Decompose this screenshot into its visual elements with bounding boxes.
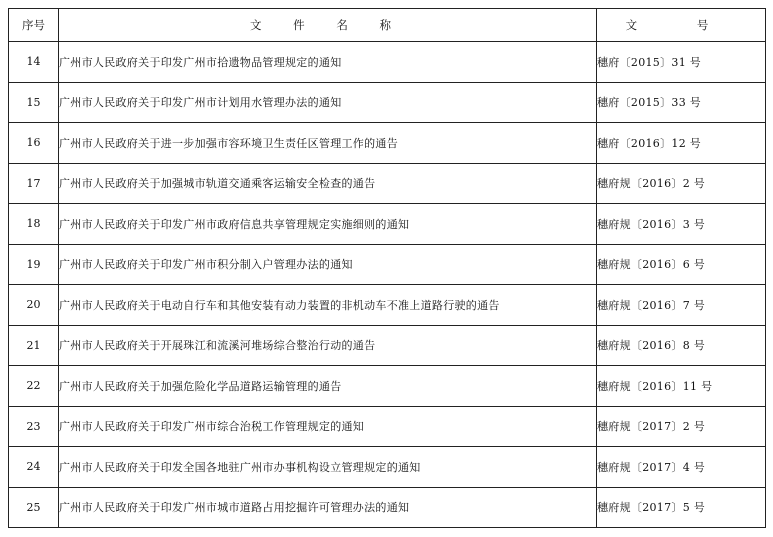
row-seq: 21 bbox=[9, 325, 59, 366]
row-seq: 16 bbox=[9, 123, 59, 164]
row-file-number: 穗府规〔2016〕8 号 bbox=[597, 325, 766, 366]
header-file-name: 文 件 名 称 bbox=[59, 9, 597, 42]
row-file-name: 广州市人民政府关于印发广州市综合治税工作管理规定的通知 bbox=[59, 406, 597, 447]
row-file-name: 广州市人民政府关于印发全国各地驻广州市办事机构设立管理规定的通知 bbox=[59, 447, 597, 488]
table-row bbox=[9, 285, 766, 326]
row-seq: 24 bbox=[9, 447, 59, 488]
row-seq: 18 bbox=[9, 204, 59, 245]
row-file-number: 穗府规〔2016〕3 号 bbox=[597, 204, 766, 245]
row-seq: 22 bbox=[9, 366, 59, 407]
row-seq: 25 bbox=[9, 487, 59, 528]
row-file-number: 穗府〔2016〕12 号 bbox=[597, 123, 766, 164]
row-file-number: 穗府规〔2017〕5 号 bbox=[597, 487, 766, 528]
table-row bbox=[9, 42, 766, 83]
row-seq: 20 bbox=[9, 285, 59, 326]
row-file-number: 穗府规〔2016〕7 号 bbox=[597, 285, 766, 326]
header-seq: 序号 bbox=[9, 9, 59, 42]
row-file-name: 广州市人民政府关于印发广州市拾遗物品管理规定的通知 bbox=[59, 42, 597, 83]
row-seq: 19 bbox=[9, 244, 59, 285]
row-file-name: 广州市人民政府关于印发广州市计划用水管理办法的通知 bbox=[59, 82, 597, 123]
row-file-number: 穗府〔2015〕33 号 bbox=[597, 82, 766, 123]
table-row bbox=[9, 123, 766, 164]
table-row bbox=[9, 244, 766, 285]
row-seq: 15 bbox=[9, 82, 59, 123]
row-file-number: 穗府规〔2016〕6 号 bbox=[597, 244, 766, 285]
row-seq: 14 bbox=[9, 42, 59, 83]
header-file-number: 文 号 bbox=[597, 9, 766, 42]
row-file-name: 广州市人民政府关于加强危险化学品道路运输管理的通告 bbox=[59, 366, 597, 407]
row-seq: 17 bbox=[9, 163, 59, 204]
table-header-row bbox=[9, 9, 766, 42]
table-row bbox=[9, 163, 766, 204]
row-file-name: 广州市人民政府关于开展珠江和流溪河堆场综合整治行动的通告 bbox=[59, 325, 597, 366]
row-file-number: 穗府规〔2016〕2 号 bbox=[597, 163, 766, 204]
row-file-name: 广州市人民政府关于印发广州市政府信息共享管理规定实施细则的通知 bbox=[59, 204, 597, 245]
table-body bbox=[9, 42, 766, 528]
row-seq: 23 bbox=[9, 406, 59, 447]
table-row bbox=[9, 447, 766, 488]
row-file-number: 穗府规〔2017〕2 号 bbox=[597, 406, 766, 447]
document-table bbox=[8, 8, 766, 528]
row-file-name: 广州市人民政府关于加强城市轨道交通乘客运输安全检查的通告 bbox=[59, 163, 597, 204]
row-file-name: 广州市人民政府关于电动自行车和其他安装有动力装置的非机动车不准上道路行驶的通告 bbox=[59, 285, 597, 326]
row-file-name: 广州市人民政府关于印发广州市积分制入户管理办法的通知 bbox=[59, 244, 597, 285]
table-row bbox=[9, 82, 766, 123]
table-row bbox=[9, 325, 766, 366]
table-row bbox=[9, 406, 766, 447]
table-row bbox=[9, 204, 766, 245]
row-file-name: 广州市人民政府关于进一步加强市容环境卫生责任区管理工作的通告 bbox=[59, 123, 597, 164]
table-row bbox=[9, 366, 766, 407]
row-file-number: 穗府〔2015〕31 号 bbox=[597, 42, 766, 83]
row-file-number: 穗府规〔2016〕11 号 bbox=[597, 366, 766, 407]
row-file-number: 穗府规〔2017〕4 号 bbox=[597, 447, 766, 488]
row-file-name: 广州市人民政府关于印发广州市城市道路占用挖掘许可管理办法的通知 bbox=[59, 487, 597, 528]
table-row bbox=[9, 487, 766, 528]
